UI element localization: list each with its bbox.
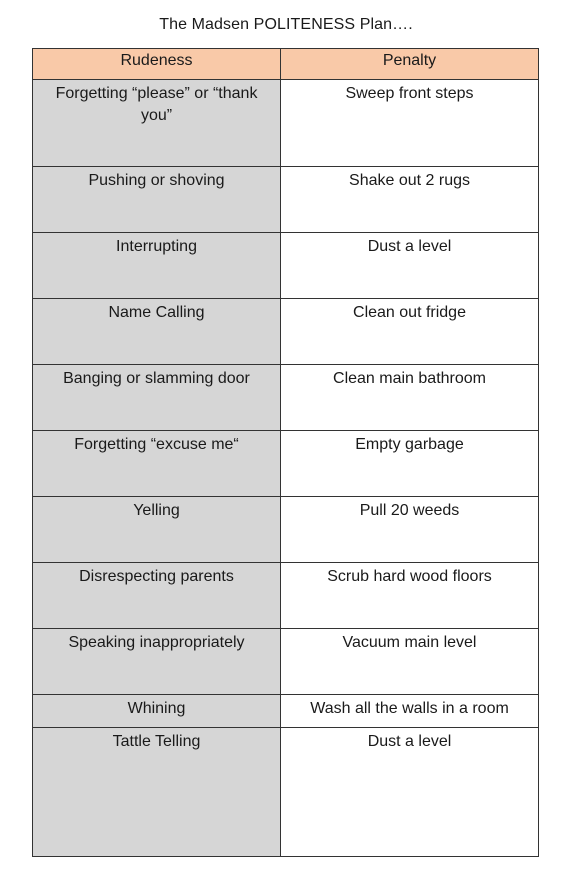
rudeness-cell: Name Calling — [33, 299, 281, 365]
table-row — [33, 80, 539, 167]
rudeness-cell: Whining — [33, 695, 281, 728]
rudeness-cell: Interrupting — [33, 233, 281, 299]
penalty-cell: Clean main bathroom — [281, 365, 539, 431]
table-row — [33, 167, 539, 233]
table-header-row — [33, 49, 539, 80]
rudeness-cell: Speaking inappropriately — [33, 629, 281, 695]
table-row — [33, 629, 539, 695]
rudeness-cell: Yelling — [33, 497, 281, 563]
rudeness-cell: Forgetting “excuse me“ — [33, 431, 281, 497]
rudeness-cell: Pushing or shoving — [33, 167, 281, 233]
page-title: The Madsen POLITENESS Plan…. — [159, 16, 413, 33]
penalty-cell: Empty garbage — [281, 431, 539, 497]
penalty-cell: Scrub hard wood floors — [281, 563, 539, 629]
table-row — [33, 695, 539, 728]
rudeness-cell: Forgetting “please” or “thank you” — [33, 80, 281, 167]
penalty-cell: Shake out 2 rugs — [281, 167, 539, 233]
penalty-cell: Clean out fridge — [281, 299, 539, 365]
penalty-cell: Dust a level — [281, 728, 539, 857]
rudeness-cell: Banging or slamming door — [33, 365, 281, 431]
penalty-cell: Sweep front steps — [281, 80, 539, 167]
table-row — [33, 728, 539, 857]
table-row — [33, 365, 539, 431]
politeness-table — [32, 48, 539, 857]
rudeness-cell: Tattle Telling — [33, 728, 281, 857]
penalty-cell: Dust a level — [281, 233, 539, 299]
rudeness-cell: Disrespecting parents — [33, 563, 281, 629]
penalty-cell: Vacuum main level — [281, 629, 539, 695]
column-header-penalty: Penalty — [281, 49, 539, 80]
table-row — [33, 431, 539, 497]
table-row — [33, 497, 539, 563]
table-row — [33, 299, 539, 365]
column-header-rudeness: Rudeness — [33, 49, 281, 80]
penalty-cell: Wash all the walls in a room — [281, 695, 539, 728]
table-row — [33, 233, 539, 299]
penalty-cell: Pull 20 weeds — [281, 497, 539, 563]
table-row — [33, 563, 539, 629]
